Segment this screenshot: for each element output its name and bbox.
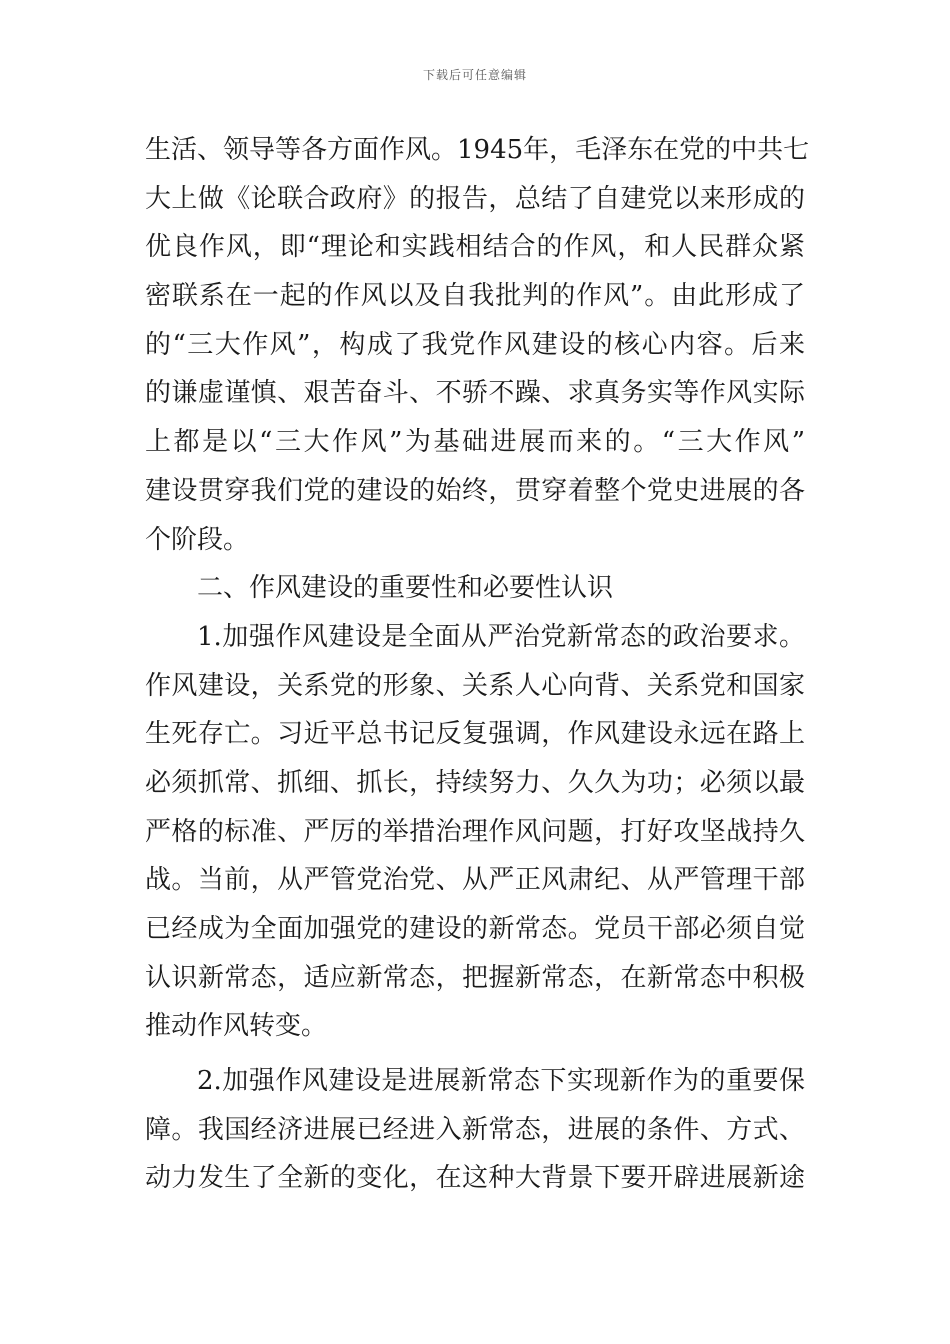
paragraph-2 xyxy=(145,1057,805,1203)
page-header: 下载后可任意编辑 xyxy=(422,68,527,82)
text-line: 严格的标准、严厉的举措治理作风问题，打好攻坚战持久 xyxy=(145,816,805,847)
text-line: 建设贯穿我们党的建设的始终，贯穿着整个党史进展的各 xyxy=(145,475,805,506)
text-line: 密联系在一起的作风以及自我批判的作风”。由此形成了 xyxy=(145,281,805,312)
text-line: 2.加强作风建设是进展新常态下实现新作为的重要保 xyxy=(197,1066,805,1097)
text-line: 优良作风，即“理论和实践相结合的作风，和人民群众紧 xyxy=(145,232,805,263)
text-line: 障。我国经济进展已经进入新常态，进展的条件、方式、 xyxy=(145,1114,805,1145)
text-line: 认识新常态，适应新常态，把握新常态，在新常态中积极 xyxy=(145,962,805,993)
text-line: 作风建设，关系党的形象、关系人心向背、关系党和国家 xyxy=(145,670,805,701)
text-line: 推动作风转变。 xyxy=(145,1011,328,1042)
text-line: 的“三大作风”，构成了我党作风建设的核心内容。后来 xyxy=(145,329,805,360)
text-line: 战。当前，从严管党治党、从严正风肃纪、从严管理干部 xyxy=(145,865,805,896)
paragraph-1 xyxy=(145,613,805,1051)
text-line: 的谦虚谨慎、艰苦奋斗、不骄不躁、求真务实等作风实际 xyxy=(145,378,805,409)
text-line: 大上做《论联合政府》的报告，总结了自建党以来形成的 xyxy=(145,183,805,214)
text-line: 生活、领导等各方面作风。1945年，毛泽东在党的中共七 xyxy=(145,135,810,165)
section-heading-text: 二、作风建设的重要性和必要性认识 xyxy=(197,573,614,604)
text-line: 已经成为全面加强党的建设的新常态。党员干部必须自觉 xyxy=(145,914,805,944)
document-body xyxy=(145,126,810,1203)
text-line: 上都是以“三大作风”为基础进展而来的。“三大作风” xyxy=(145,427,805,458)
section-heading xyxy=(145,564,805,613)
text-line: 必须抓常、抓细、抓长，持续努力、久久为功；必须以最 xyxy=(145,767,805,798)
text-line: 生死存亡。习近平总书记反复强调，作风建设永远在路上 xyxy=(145,719,805,750)
text-line: 动力发生了全新的变化，在这种大背景下要开辟进展新途 xyxy=(145,1163,805,1194)
text-line: 1.加强作风建设是全面从严治党新常态的政治要求。 xyxy=(197,621,805,652)
paragraph-continuation xyxy=(145,126,810,564)
text-line: 个阶段。 xyxy=(145,524,250,555)
